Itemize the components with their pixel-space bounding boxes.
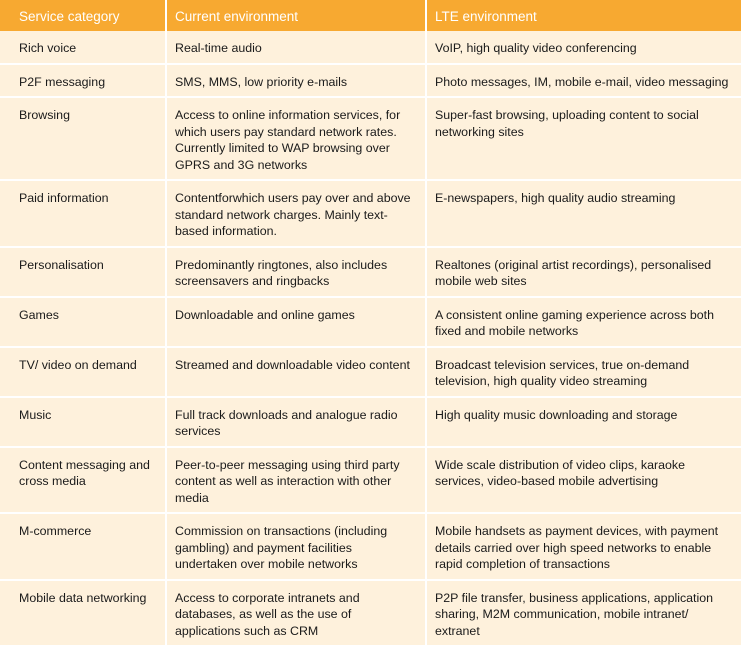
lte-environment-cell: Super-fast browsing, uploading content to social networking sites: [426, 97, 741, 180]
header-lte-environment: LTE environment: [426, 0, 741, 31]
lte-environment-cell: Realtones (original artist recordings), personalised mobile web sites: [426, 247, 741, 297]
lte-environment-cell: Wide scale distribution of video clips, karaoke services, video-based mobile advertising: [426, 447, 741, 514]
current-environment-cell: Commission on transactions (including gambling) and payment facilities undertaken over mobile networks: [166, 513, 426, 580]
lte-environment-cell: High quality music downloading and storage: [426, 397, 741, 447]
service-category-cell: Games: [0, 297, 166, 347]
service-category-cell: Paid information: [0, 180, 166, 247]
current-environment-cell: Predominantly ringtones, also includes screensavers and ringbacks: [166, 247, 426, 297]
current-environment-cell: Real-time audio: [166, 31, 426, 64]
current-environment-cell: Streamed and downloadable video content: [166, 347, 426, 397]
current-environment-cell: Access to online information services, for which users pay standard network rates. Currently limited to WAP browsing over GPRS and 3G networks: [166, 97, 426, 180]
table-row: [0, 580, 741, 647]
lte-environment-cell: P2P file transfer, business applications, application sharing, M2M communication, mobile intranet/ extranet: [426, 580, 741, 647]
service-category-cell: Browsing: [0, 97, 166, 180]
lte-environment-cell: Mobile handsets as payment devices, with payment details carried over high speed networks to enable rapid completion of transactions: [426, 513, 741, 580]
service-category-cell: Personalisation: [0, 247, 166, 297]
table-row: [0, 397, 741, 447]
lte-environment-cell: VoIP, high quality video conferencing: [426, 31, 741, 64]
service-category-cell: Rich voice: [0, 31, 166, 64]
table-row: [0, 347, 741, 397]
service-category-cell: P2F messaging: [0, 64, 166, 98]
lte-environment-cell: Photo messages, IM, mobile e-mail, video messaging: [426, 64, 741, 98]
service-category-cell: M-commerce: [0, 513, 166, 580]
current-environment-cell: SMS, MMS, low priority e-mails: [166, 64, 426, 98]
table-row: [0, 297, 741, 347]
service-category-cell: TV/ video on demand: [0, 347, 166, 397]
table-row: [0, 513, 741, 580]
service-category-cell: Content messaging and cross media: [0, 447, 166, 514]
service-category-cell: Music: [0, 397, 166, 447]
current-environment-cell: Downloadable and online games: [166, 297, 426, 347]
current-environment-cell: Access to corporate intranets and databases, as well as the use of applications such as CRM: [166, 580, 426, 647]
table-row: [0, 64, 741, 98]
table-body: [0, 31, 741, 646]
current-environment-cell: Contentforwhich users pay over and above standard network charges. Mainly text-based information.: [166, 180, 426, 247]
table-row: [0, 97, 741, 180]
service-category-cell: Mobile data networking: [0, 580, 166, 647]
current-environment-cell: Full track downloads and analogue radio services: [166, 397, 426, 447]
table-row: [0, 180, 741, 247]
current-environment-cell: Peer-to-peer messaging using third party content as well as interaction with other media: [166, 447, 426, 514]
table-row: [0, 247, 741, 297]
lte-environment-cell: Broadcast television services, true on-demand television, high quality video streaming: [426, 347, 741, 397]
header-current-environment: Current environment: [166, 0, 426, 31]
header-service-category: Service category: [0, 0, 166, 31]
lte-environment-cell: A consistent online gaming experience across both fixed and mobile networks: [426, 297, 741, 347]
lte-environment-cell: E-newspapers, high quality audio streaming: [426, 180, 741, 247]
header-row: [0, 0, 741, 31]
table-row: [0, 447, 741, 514]
table-row: [0, 31, 741, 64]
